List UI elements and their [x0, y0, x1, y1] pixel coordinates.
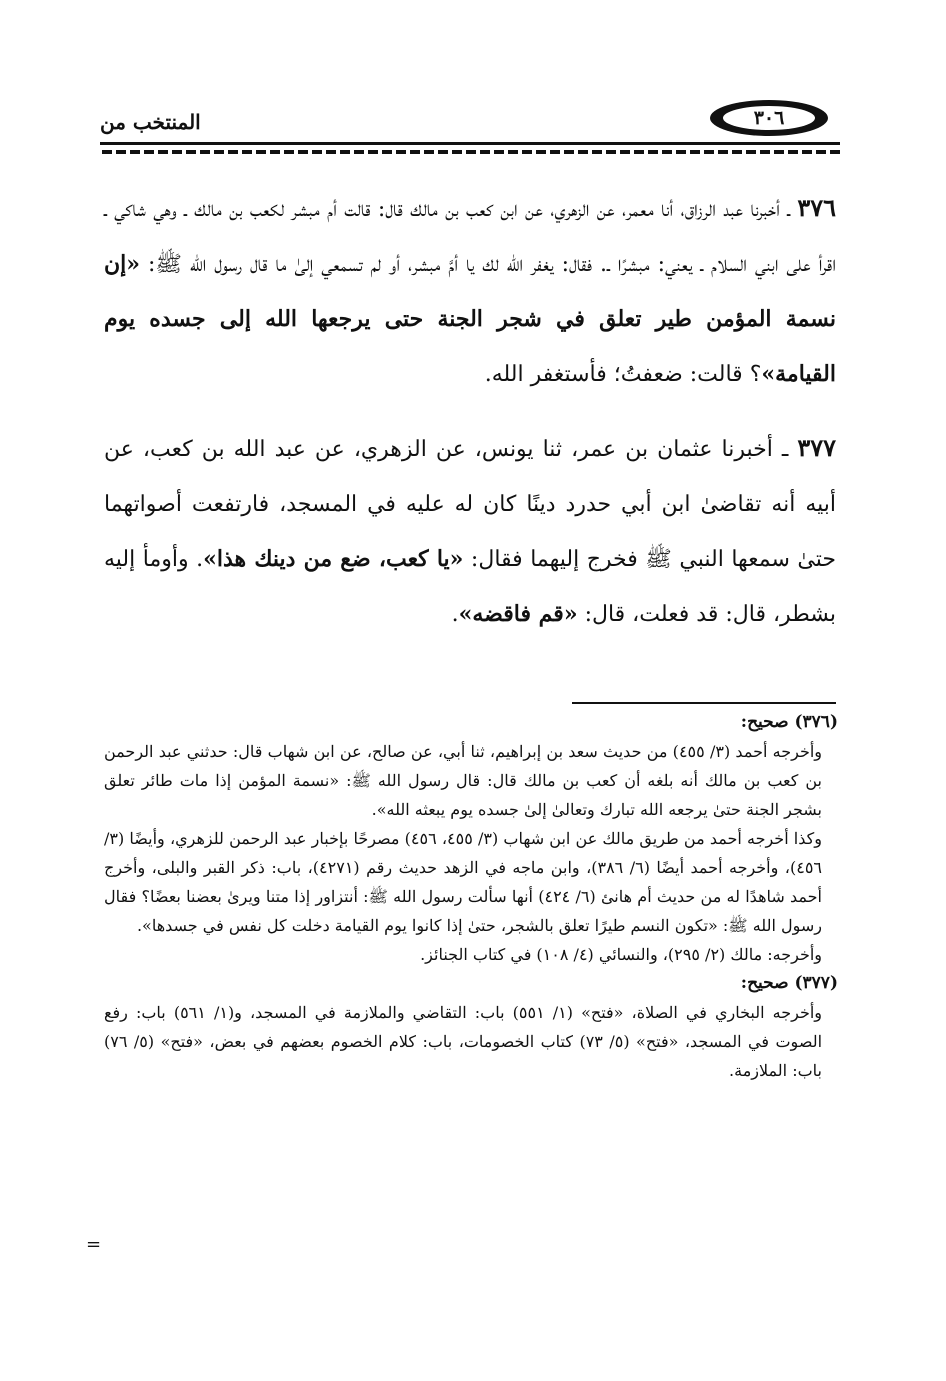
header-rule — [100, 142, 840, 145]
hadith-376 — [104, 180, 836, 402]
hadith-text: . — [451, 602, 459, 627]
header-dashed-rule — [100, 150, 840, 154]
page-number: ٣٠٦ — [723, 106, 815, 130]
prophetic-quote: «يا كعب، ضع من دينك هذا» — [203, 546, 464, 572]
footnote-separator — [572, 702, 836, 704]
prophetic-quote: «إن نسمة المؤمن طير تعلق في شجر الجنة حتى يرجعها الله إلى جسده يوم القيامة» — [104, 251, 836, 387]
hadith-text: ـ أخبرنا عبد الرزاق، أنا معمر، عن الزهري، عن ابن كعب بن مالك قال: قالت أم مبشر لكعب بن مالك ـ وهي شاكي ـ اقرأ على ابني السلام ـ يعني: مبشرًا ـ. فقال: يغفر الله لك يا أمَّ مبشر، أو لم تسمعي إلىٰ ما قال رسول الله ﷺ: — [104, 197, 836, 277]
page-number-badge — [710, 100, 828, 136]
footnote-paragraph: وأخرجه: مالك (٢/ ٢٩٥)، والنسائي (٤/ ١٠٨) في كتاب الجنائز. — [420, 945, 822, 964]
footnote-heading-376: (٣٧٦) صحيح: — [740, 712, 838, 732]
hadith-text: ـ أخبرنا عثمان بن عمر، ثنا يونس، عن الزهري، عن عبد الله بن كعب، عن أبيه أنه تقاضىٰ ابن أبي حدرد دينًا كان له عليه في المسجد، فارتفعت أصواتهما حتىٰ سمعها النبي ﷺ فخرج إليهما فقال: — [104, 437, 837, 572]
hadith-377 — [104, 420, 836, 642]
footnote-paragraph: وأخرجه البخاري في الصلاة، «فتح» (١/ ٥٥١) باب: التقاضي والملازمة في المسجد، و(١/ ٥٦١) باب: رفع الصوت في المسجد، «فتح» (٥/ ٧٣) كتاب الخصومات، باب: كلام الخصوم بعضهم في بعض، «فتح» (٥/ ٧٦) باب: الملازمة. — [104, 1003, 823, 1080]
hadith-number: ٣٧٧ — [797, 433, 836, 462]
footnotes — [104, 708, 838, 1085]
footnote-paragraph: وأخرجه أحمد (٣/ ٤٥٥) من حديث سعد بن إبراهيم، ثنا أبي، عن صالح، عن ابن شهاب قال: حدثني عبد الرحمن بن كعب بن مالك أنه بلغه أن كعب بن مالك قال: قال رسول الله ﷺ: «نسمة المؤمن إذا مات طائر تعلق بشجر الجنة حتىٰ يرجعه الله تبارك وتعالىٰ إلىٰ جسده يوم يبعثه الله». — [104, 742, 823, 819]
hadith-text: ؟ قالت: ضعفتُ؛ فأستغفر الله. — [484, 362, 762, 387]
continuation-mark: = — [86, 1234, 102, 1255]
footnote-heading-377: (٣٧٧) صحيح: — [740, 973, 838, 993]
page-header — [100, 96, 840, 156]
prophetic-quote: «قم فاقضه» — [458, 601, 578, 627]
main-text — [104, 180, 836, 660]
hadith-number: ٣٧٦ — [797, 193, 836, 222]
footnote-paragraph: وكذا أخرجه أحمد من طريق مالك عن ابن شهاب (٣/ ٤٥٥، ٤٥٦) مصرحًا بإخبار عبد الرحمن للزهري، وأيضًا (٣/ ٤٥٦)، وأخرجه أحمد أيضًا (٦/ ٣٨٦)، وابن ماجه في الزهد حديث رقم (٤٢٧١)، باب: ذكر القبر والبلى، وأخرج أحمد شاهدًا له من حديث أم هانئ (٦/ ٤٢٤) أنها سألت رسول الله ﷺ: أنتزاور إذا متنا ويرىٰ بعضنا بعضًا؟ فقال رسول الله ﷺ: «تكون النسم طيرًا تعلق بالشجر، حتىٰ إذا كانوا يوم القيامة دخلت كل نفس في جسدها». — [104, 829, 823, 935]
hadith-text: . وأومأ إليه بشطر، قال: قد فعلت، قال: — [104, 547, 836, 627]
running-title: المنتخب من — [100, 110, 201, 134]
